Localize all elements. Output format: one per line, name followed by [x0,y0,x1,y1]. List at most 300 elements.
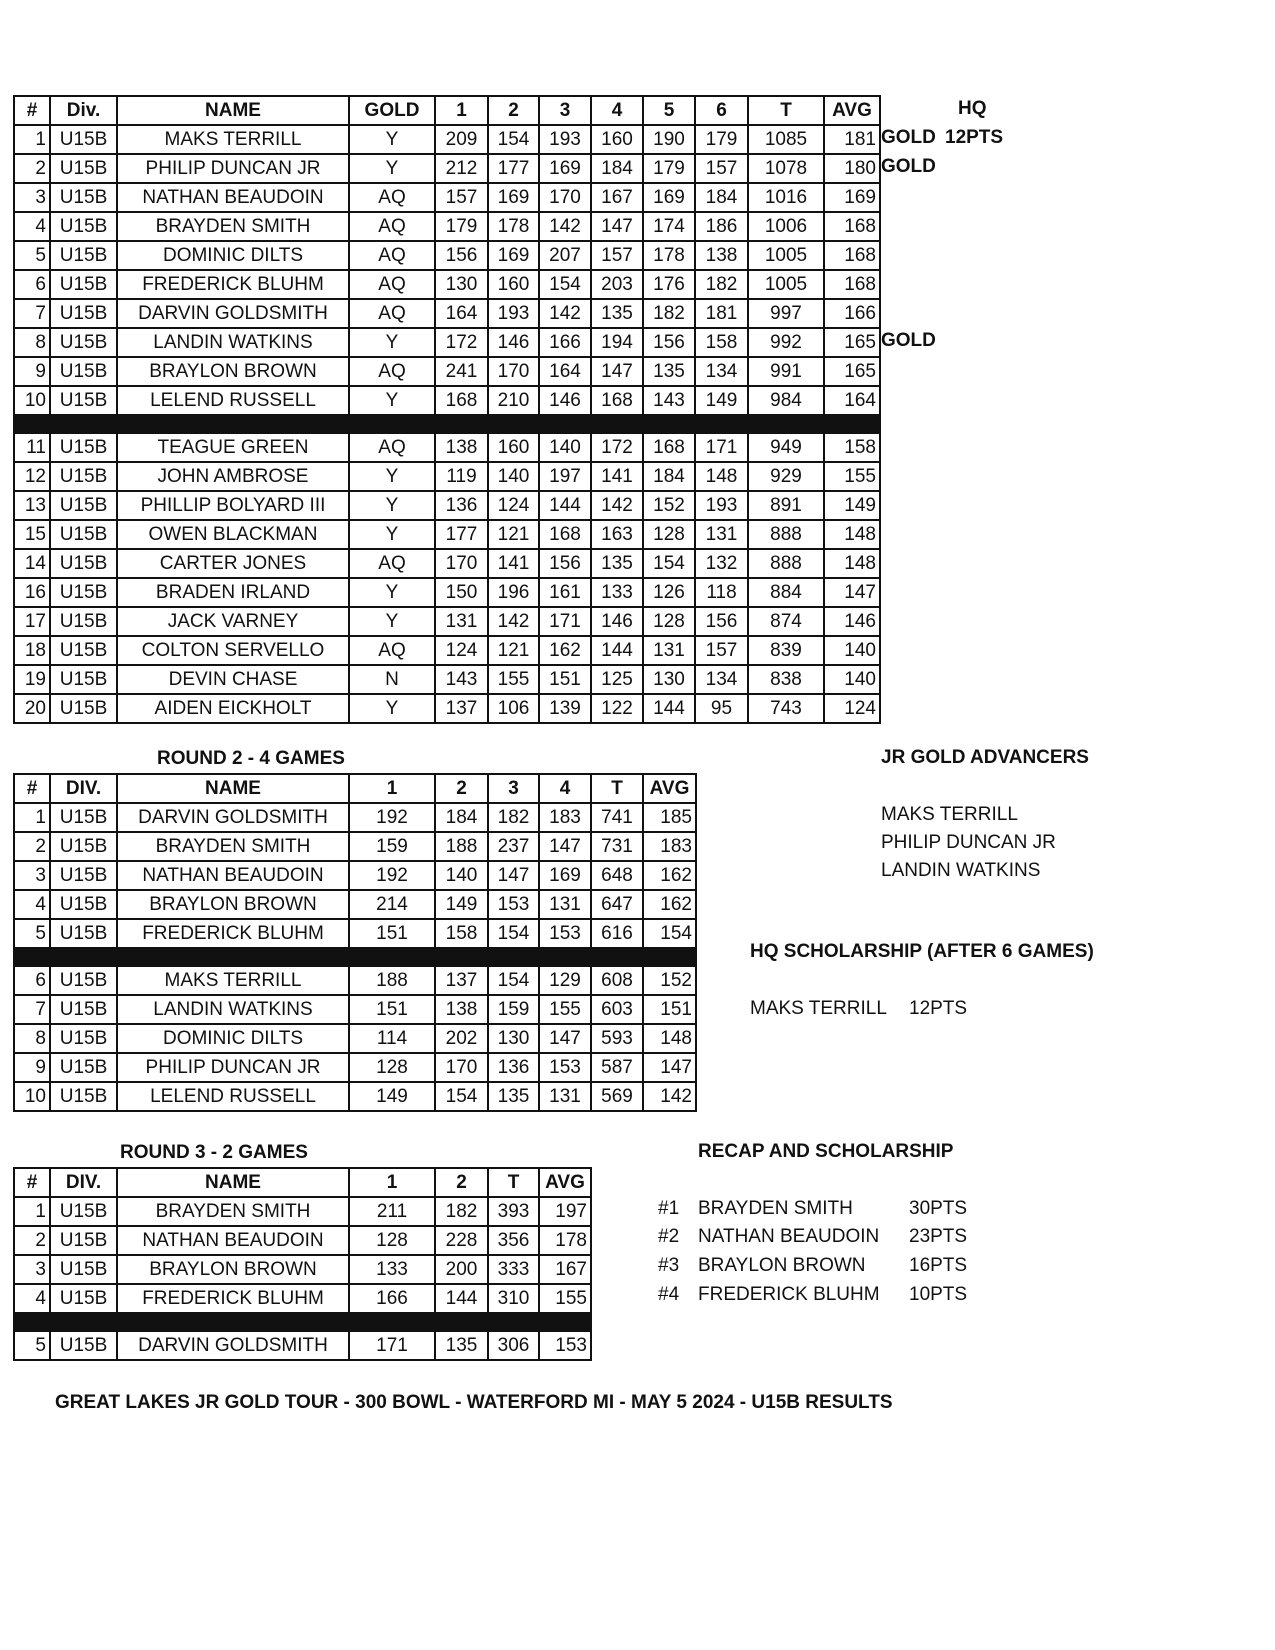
game-score: 171 [349,1331,435,1360]
game-score: 149 [695,386,748,415]
total-score: 741 [591,803,643,832]
round2-title: ROUND 2 - 4 GAMES [157,748,345,769]
advancers-title: JR GOLD ADVANCERS [881,747,1089,768]
average-score: 168 [824,270,880,299]
average-score: 148 [643,1024,696,1053]
division-cell: U15B [50,491,117,520]
average-score: 153 [539,1331,591,1360]
bowler-name: LELEND RUSSELL [117,1082,349,1111]
game-score: 188 [349,966,435,995]
footer-title: GREAT LAKES JR GOLD TOUR - 300 BOWL - WATERFORD MI - MAY 5 2024 - U15B RESULTS [55,1392,893,1413]
cut-line-divider [14,948,696,966]
game-score: 131 [435,607,488,636]
game-score: 149 [435,890,488,919]
table-row [14,890,696,919]
game-score: 147 [488,861,539,890]
game-score: 138 [695,241,748,270]
table-row [14,328,880,357]
game-score: 134 [695,357,748,386]
average-score: 148 [824,520,880,549]
recap-pts: 23PTS [909,1226,968,1247]
table-row [14,270,880,299]
table-row [14,299,880,328]
game-score: 121 [488,520,539,549]
game-score: 144 [591,636,643,665]
gold-status: Y [349,386,435,415]
column-header: AVG [643,774,696,803]
average-score: 149 [824,491,880,520]
division-cell: U15B [50,1284,117,1313]
game-score: 182 [695,270,748,299]
column-header: Div. [50,96,117,125]
division-cell: U15B [50,433,117,462]
total-score: 333 [488,1255,539,1284]
row-number: 10 [14,386,50,415]
total-score: 888 [748,549,824,578]
game-score: 135 [488,1082,539,1111]
table-row [14,1255,591,1284]
recap-pts: 30PTS [909,1198,968,1219]
bowler-name: NATHAN BEAUDOIN [117,861,349,890]
gold-status: AQ [349,183,435,212]
gold-status: AQ [349,636,435,665]
game-score: 168 [435,386,488,415]
row-number: 1 [14,803,50,832]
game-score: 193 [488,299,539,328]
total-score: 949 [748,433,824,462]
game-score: 174 [643,212,695,241]
total-score: 874 [748,607,824,636]
average-score: 164 [824,386,880,415]
division-cell: U15B [50,1024,117,1053]
column-header: # [14,1168,50,1197]
total-score: 1005 [748,270,824,299]
recap-rank: #3 [658,1255,680,1276]
hq-points: 12PTS [945,127,1004,148]
game-score: 140 [539,433,591,462]
game-score: 129 [539,966,591,995]
table-row [14,861,696,890]
game-score: 154 [488,919,539,948]
game-score: 154 [643,549,695,578]
table-row [14,636,880,665]
total-score: 1005 [748,241,824,270]
game-score: 125 [591,665,643,694]
game-score: 156 [539,549,591,578]
row-number: 1 [14,125,50,154]
game-score: 128 [349,1226,435,1255]
table-row [14,1082,696,1111]
average-score: 124 [824,694,880,723]
column-header: 4 [539,774,591,803]
total-score: 608 [591,966,643,995]
round1-table [13,95,881,724]
game-score: 179 [643,154,695,183]
table-row [14,357,880,386]
gold-status: N [349,665,435,694]
row-number: 19 [14,665,50,694]
table-row [14,241,880,270]
game-score: 156 [695,607,748,636]
total-score: 884 [748,578,824,607]
average-score: 178 [539,1226,591,1255]
game-score: 153 [488,890,539,919]
game-score: 190 [643,125,695,154]
game-score: 144 [435,1284,488,1313]
bowler-name: BRAYLON BROWN [117,890,349,919]
gold-status: Y [349,125,435,154]
bowler-name: BRAYLON BROWN [117,1255,349,1284]
total-score: 997 [748,299,824,328]
bowler-name: LANDIN WATKINS [117,995,349,1024]
row-number: 20 [14,694,50,723]
game-score: 141 [591,462,643,491]
game-score: 152 [643,491,695,520]
column-header: T [748,96,824,125]
game-score: 147 [539,1024,591,1053]
column-header: # [14,96,50,125]
game-score: 118 [695,578,748,607]
table-row [14,433,880,462]
table-row [14,154,880,183]
recap-rank: #1 [658,1198,680,1219]
average-score: 169 [824,183,880,212]
division-cell: U15B [50,995,117,1024]
game-score: 114 [349,1024,435,1053]
column-header: 4 [591,96,643,125]
game-score: 214 [349,890,435,919]
game-score: 138 [435,995,488,1024]
total-score: 891 [748,491,824,520]
game-score: 177 [435,520,488,549]
game-score: 171 [695,433,748,462]
gold-status: Y [349,462,435,491]
recap-name: BRAYLON BROWN [698,1255,866,1276]
division-cell: U15B [50,694,117,723]
row-number: 5 [14,241,50,270]
game-score: 128 [643,607,695,636]
bowler-name: DARVIN GOLDSMITH [117,803,349,832]
gold-status: AQ [349,549,435,578]
game-score: 136 [435,491,488,520]
game-score: 124 [435,636,488,665]
row-number: 3 [14,1255,50,1284]
table-row [14,386,880,415]
division-cell: U15B [50,154,117,183]
division-cell: U15B [50,520,117,549]
division-cell: U15B [50,125,117,154]
bowler-name: DARVIN GOLDSMITH [117,299,349,328]
recap-pts: 10PTS [909,1284,968,1305]
row-number: 2 [14,1226,50,1255]
bowler-name: COLTON SERVELLO [117,636,349,665]
average-score: 167 [539,1255,591,1284]
row-number: 16 [14,578,50,607]
column-header: NAME [117,774,349,803]
average-score: 162 [643,861,696,890]
game-score: 183 [539,803,591,832]
gold-status: Y [349,491,435,520]
total-score: 569 [591,1082,643,1111]
row-number: 4 [14,212,50,241]
column-header: 1 [349,774,435,803]
average-score: 185 [643,803,696,832]
game-score: 151 [539,665,591,694]
game-score: 166 [349,1284,435,1313]
row-number: 6 [14,270,50,299]
gold-status: AQ [349,299,435,328]
hq-header: HQ [958,98,987,119]
average-score: 158 [824,433,880,462]
division-cell: U15B [50,890,117,919]
column-header: AVG [824,96,880,125]
game-score: 170 [435,1053,488,1082]
row-number: 11 [14,433,50,462]
row-number: 10 [14,1082,50,1111]
bowler-name: LANDIN WATKINS [117,328,349,357]
hq-scholarship-pts: 12PTS [909,998,968,1019]
game-score: 178 [488,212,539,241]
game-score: 168 [591,386,643,415]
game-score: 148 [695,462,748,491]
game-score: 202 [435,1024,488,1053]
total-score: 929 [748,462,824,491]
game-score: 131 [695,520,748,549]
total-score: 1006 [748,212,824,241]
table-row [14,1197,591,1226]
table-row [14,1226,591,1255]
row-number: 8 [14,328,50,357]
hq-gold-label: GOLD [881,330,936,351]
bowler-name: DEVIN CHASE [117,665,349,694]
gold-status: Y [349,328,435,357]
hq-scholarship-title: HQ SCHOLARSHIP (AFTER 6 GAMES) [750,941,1094,962]
row-number: 5 [14,1331,50,1360]
division-cell: U15B [50,966,117,995]
table-row [14,212,880,241]
hq-gold-label: GOLD [881,156,936,177]
game-score: 158 [695,328,748,357]
game-score: 169 [539,154,591,183]
division-cell: U15B [50,328,117,357]
game-score: 203 [591,270,643,299]
bowler-name: NATHAN BEAUDOIN [117,183,349,212]
game-score: 156 [643,328,695,357]
division-cell: U15B [50,1082,117,1111]
game-score: 122 [591,694,643,723]
game-score: 209 [435,125,488,154]
game-score: 136 [488,1053,539,1082]
game-score: 168 [643,433,695,462]
game-score: 137 [435,966,488,995]
game-score: 184 [591,154,643,183]
total-score: 1078 [748,154,824,183]
game-score: 155 [488,665,539,694]
game-score: 154 [539,270,591,299]
game-score: 168 [539,520,591,549]
bowler-name: JOHN AMBROSE [117,462,349,491]
game-score: 193 [539,125,591,154]
average-score: 155 [539,1284,591,1313]
column-header: DIV. [50,1168,117,1197]
game-score: 164 [539,357,591,386]
average-score: 151 [643,995,696,1024]
column-header: 6 [695,96,748,125]
column-header: 2 [435,774,488,803]
column-header: 1 [349,1168,435,1197]
division-cell: U15B [50,549,117,578]
total-score: 731 [591,832,643,861]
column-header: DIV. [50,774,117,803]
game-score: 155 [539,995,591,1024]
average-score: 146 [824,607,880,636]
row-number: 3 [14,183,50,212]
gold-status: AQ [349,241,435,270]
column-header: 2 [488,96,539,125]
advancer-name: LANDIN WATKINS [881,860,1041,881]
game-score: 146 [591,607,643,636]
game-score: 95 [695,694,748,723]
division-cell: U15B [50,386,117,415]
game-score: 128 [349,1053,435,1082]
row-number: 4 [14,890,50,919]
game-score: 140 [488,462,539,491]
bowler-name: FREDERICK BLUHM [117,919,349,948]
row-number: 15 [14,520,50,549]
table-row [14,919,696,948]
division-cell: U15B [50,183,117,212]
game-score: 182 [643,299,695,328]
column-header: 5 [643,96,695,125]
game-score: 131 [539,1082,591,1111]
recap-name: BRAYDEN SMITH [698,1198,853,1219]
round3-title: ROUND 3 - 2 GAMES [120,1142,308,1163]
game-score: 132 [695,549,748,578]
game-score: 237 [488,832,539,861]
table-row [14,966,696,995]
table-row [14,1284,591,1313]
game-score: 166 [539,328,591,357]
game-score: 170 [539,183,591,212]
game-score: 184 [695,183,748,212]
game-score: 128 [643,520,695,549]
table-row [14,607,880,636]
bowler-name: BRADEN IRLAND [117,578,349,607]
bowler-name: PHILIP DUNCAN JR [117,1053,349,1082]
bowler-name: DARVIN GOLDSMITH [117,1331,349,1360]
advancer-name: MAKS TERRILL [881,804,1018,825]
game-score: 144 [539,491,591,520]
average-score: 168 [824,212,880,241]
average-score: 155 [824,462,880,491]
bowler-name: CARTER JONES [117,549,349,578]
total-score: 1016 [748,183,824,212]
recap-rank: #2 [658,1226,680,1247]
game-score: 200 [435,1255,488,1284]
gold-status: Y [349,154,435,183]
table-row [14,1053,696,1082]
game-score: 211 [349,1197,435,1226]
table-row [14,665,880,694]
bowler-name: MAKS TERRILL [117,125,349,154]
total-score: 616 [591,919,643,948]
game-score: 192 [349,803,435,832]
game-score: 169 [488,241,539,270]
total-score: 393 [488,1197,539,1226]
total-score: 991 [748,357,824,386]
total-score: 306 [488,1331,539,1360]
division-cell: U15B [50,270,117,299]
game-score: 146 [539,386,591,415]
table-row [14,549,880,578]
bowler-name: DOMINIC DILTS [117,241,349,270]
total-score: 838 [748,665,824,694]
game-score: 135 [591,549,643,578]
round3-table [13,1167,592,1361]
recap-pts: 16PTS [909,1255,968,1276]
table-row [14,694,880,723]
bowler-name: DOMINIC DILTS [117,1024,349,1053]
average-score: 140 [824,636,880,665]
total-score: 839 [748,636,824,665]
game-score: 156 [435,241,488,270]
bowler-name: AIDEN EICKHOLT [117,694,349,723]
cut-line-divider [14,1313,591,1331]
game-score: 139 [539,694,591,723]
row-number: 5 [14,919,50,948]
game-score: 163 [591,520,643,549]
game-score: 151 [349,919,435,948]
game-score: 135 [591,299,643,328]
division-cell: U15B [50,357,117,386]
column-header: AVG [539,1168,591,1197]
row-number: 17 [14,607,50,636]
row-number: 6 [14,966,50,995]
division-cell: U15B [50,1053,117,1082]
game-score: 135 [435,1331,488,1360]
game-score: 170 [435,549,488,578]
game-score: 135 [643,357,695,386]
game-score: 146 [488,328,539,357]
division-cell: U15B [50,462,117,491]
game-score: 142 [488,607,539,636]
game-score: 140 [435,861,488,890]
row-number: 2 [14,832,50,861]
game-score: 172 [435,328,488,357]
game-score: 192 [349,861,435,890]
column-header: NAME [117,96,349,125]
column-header: 1 [435,96,488,125]
game-score: 124 [488,491,539,520]
game-score: 197 [539,462,591,491]
average-score: 147 [824,578,880,607]
game-score: 157 [695,636,748,665]
game-score: 167 [591,183,643,212]
game-score: 182 [488,803,539,832]
gold-status: AQ [349,212,435,241]
total-score: 648 [591,861,643,890]
average-score: 140 [824,665,880,694]
game-score: 147 [591,357,643,386]
gold-status: AQ [349,270,435,299]
average-score: 168 [824,241,880,270]
round1-header-row [14,96,880,125]
total-score: 743 [748,694,824,723]
game-score: 144 [643,694,695,723]
game-score: 169 [539,861,591,890]
total-score: 603 [591,995,643,1024]
average-score: 197 [539,1197,591,1226]
